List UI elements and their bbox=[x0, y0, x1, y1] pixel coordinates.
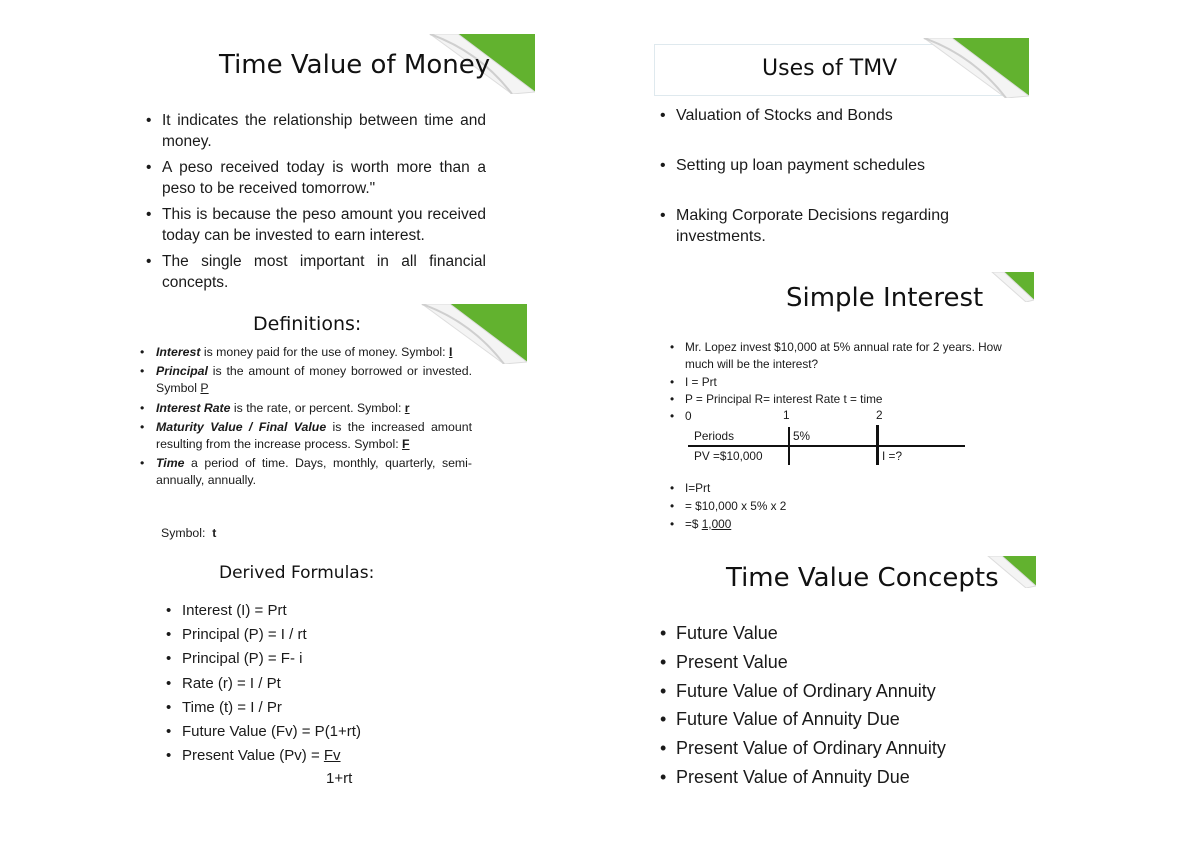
definition-text: is money paid for the use of money. Symbol: bbox=[200, 345, 449, 359]
list-item: • Future Value of Annuity Due bbox=[660, 705, 1020, 734]
formulas-list bbox=[166, 599, 426, 768]
list-item: • I = Prt bbox=[670, 374, 1005, 391]
list-item bbox=[140, 455, 472, 489]
interest-unknown-label: I =? bbox=[882, 449, 903, 463]
present-value-label: PV =$10,000 bbox=[694, 449, 763, 463]
list-item: • Rate (r) = I / Pt bbox=[166, 672, 426, 696]
slide4-title: Uses of TMV bbox=[762, 56, 898, 81]
list-item: • A peso received today is worth more than a peso to be received tomorrow." bbox=[146, 157, 486, 199]
definition-text: a period of time. Days, monthly, quarterly, semi-annually, annually. bbox=[156, 456, 472, 488]
page-curl-decoration-icon bbox=[914, 38, 1029, 98]
definition-term: Time bbox=[156, 456, 185, 471]
list-item: • Present Value of Ordinary Annuity bbox=[660, 734, 1020, 763]
list-item: • I=Prt bbox=[670, 479, 970, 497]
periods-label: Periods bbox=[694, 429, 734, 443]
result-value: 1,000 bbox=[701, 517, 732, 531]
list-item: • Principal (P) = F- i bbox=[166, 647, 426, 671]
slide1-title: Time Value of Money bbox=[219, 50, 491, 80]
list-item bbox=[670, 408, 1005, 425]
timeline-tick: 2 bbox=[876, 408, 883, 422]
list-item: • = $10,000 x 5% x 2 bbox=[670, 497, 970, 515]
time-symbol: t bbox=[212, 526, 217, 540]
pv-formula-denominator: 1+rt bbox=[326, 770, 353, 787]
definition-text: is the amount of money borrowed or invested. Symbol bbox=[156, 364, 472, 396]
list-item bbox=[140, 419, 472, 453]
list-item: • Valuation of Stocks and Bonds bbox=[660, 105, 1000, 126]
definition-symbol: I bbox=[448, 345, 453, 359]
list-item bbox=[140, 400, 472, 417]
slide6-title: Time Value Concepts bbox=[726, 563, 999, 593]
definition-term: Maturity Value / Final Value bbox=[156, 419, 327, 434]
list-item: • Mr. Lopez invest $10,000 at 5% annual rate for 2 years. How much will be the interest? bbox=[670, 339, 1005, 374]
timeline-tick: 1 bbox=[783, 408, 790, 422]
uses-list bbox=[660, 105, 1000, 247]
simple-interest-list bbox=[670, 339, 1005, 425]
rate-label: 5% bbox=[793, 429, 811, 443]
list-item: • It indicates the relationship between time and money. bbox=[146, 110, 486, 152]
definitions-list bbox=[140, 344, 472, 492]
list-item: • This is because the peso amount you received today can be invested to earn interest. bbox=[146, 204, 486, 246]
timeline-axis bbox=[688, 445, 965, 447]
list-item: • Future Value of Ordinary Annuity bbox=[660, 677, 1020, 706]
list-item: • Present Value of Annuity Due bbox=[660, 763, 1020, 792]
list-item: • Future Value bbox=[660, 619, 1020, 648]
definition-text: is the rate, or percent. Symbol: bbox=[230, 400, 405, 415]
definition-symbol: P bbox=[200, 381, 209, 396]
list-item bbox=[166, 744, 426, 768]
list-item: • Present Value bbox=[660, 648, 1020, 677]
definition-term: Interest bbox=[156, 345, 201, 359]
list-item: • Making Corporate Decisions regarding investments. bbox=[660, 205, 1000, 247]
time-symbol-label: Symbol: bbox=[161, 526, 206, 540]
list-item: • The single most important in all financial concepts. bbox=[146, 251, 486, 293]
definition-term: Interest Rate bbox=[156, 400, 231, 415]
definition-symbol: r bbox=[404, 400, 410, 415]
definition-symbol: F bbox=[402, 437, 410, 452]
page-curl-decoration-icon bbox=[990, 272, 1034, 302]
definition-term: Principal bbox=[156, 364, 208, 379]
list-item bbox=[670, 515, 970, 533]
list-item: • Setting up loan payment schedules bbox=[660, 155, 1000, 176]
slide2-title: Definitions: bbox=[253, 313, 362, 335]
result-prefix: =$ bbox=[685, 517, 702, 531]
timeline-tick: 0 bbox=[685, 409, 692, 424]
definition-text: is the increased amount resulting from the increase process. Symbol: bbox=[156, 419, 472, 452]
slide5-title: Simple Interest bbox=[786, 283, 984, 313]
concepts-list bbox=[660, 619, 1020, 792]
slide3-title: Derived Formulas: bbox=[219, 563, 375, 583]
list-item: • Future Value (Fv) = P(1+rt) bbox=[166, 720, 426, 744]
list-item bbox=[140, 363, 472, 397]
list-item bbox=[140, 344, 472, 361]
pv-formula-prefix: Present Value (Pv) = bbox=[182, 747, 324, 765]
pv-formula-numerator: Fv bbox=[323, 747, 341, 765]
list-item: • Time (t) = I / Pr bbox=[166, 696, 426, 720]
slide1-bullet-list bbox=[146, 110, 486, 298]
list-item: • Interest (I) = Prt bbox=[166, 599, 426, 623]
calculation-list bbox=[670, 479, 970, 533]
list-item: • Principal (P) = I / rt bbox=[166, 623, 426, 647]
list-item: • P = Principal R= interest Rate t = time bbox=[670, 391, 1005, 408]
time-symbol-line bbox=[161, 526, 216, 540]
